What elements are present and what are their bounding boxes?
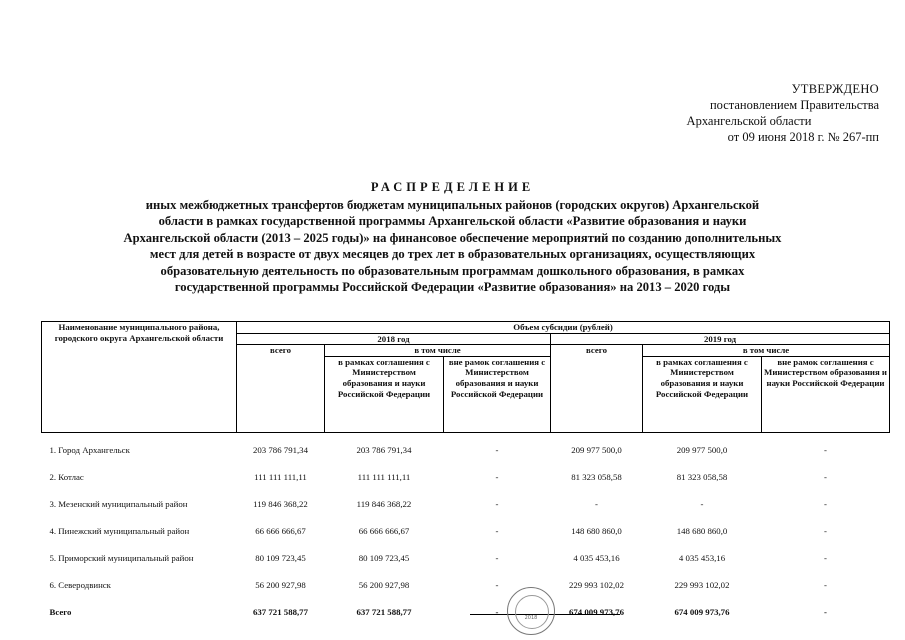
- cell-within-2019: 229 993 102,02: [674, 579, 730, 590]
- row-region: 4. Пинежский муниципальный район: [49, 525, 190, 536]
- row-region: 1. Город Архангельск: [49, 444, 130, 455]
- header-year-2019: 2019 год: [551, 333, 890, 345]
- row-region: 2. Котлас: [49, 471, 84, 482]
- table-row: [42, 468, 890, 495]
- cell-within-2019: 148 680 860,0: [676, 525, 728, 536]
- table-total-row: [42, 603, 890, 627]
- table-row: [42, 441, 890, 468]
- table-row: [42, 495, 890, 522]
- cell-total-2018: 119 846 368,22: [253, 498, 308, 509]
- cell-outside-2018: -: [495, 498, 499, 509]
- total-2018: 637 721 588,77: [253, 606, 308, 617]
- cell-within-2018: 203 786 791,34: [356, 444, 412, 455]
- cell-within-2018: 119 846 368,22: [356, 498, 412, 509]
- total-outside-2019: -: [824, 606, 827, 617]
- subtitle-line: Архангельской области (2013 – 2025 годы)» на финансовое обеспечение мероприятий по созданию дополнительных: [123, 230, 782, 245]
- cell-within-2019: 209 977 500,0: [676, 444, 728, 455]
- total-outside-2018: -: [495, 606, 499, 617]
- document-title: РАСПРЕДЕЛЕНИЕ: [370, 180, 535, 194]
- header-total-2018: всего: [237, 345, 325, 433]
- cell-total-2018: 203 786 791,34: [253, 444, 308, 455]
- subtitle-line: иных межбюджетных трансфертов бюджетам муниципальных районов (городских округов) Архангельской: [145, 198, 760, 212]
- header-outside-2019: вне рамок соглашения с Министерством образования и науки Российской Федерации: [762, 356, 890, 432]
- cell-within-2018: 56 200 927,98: [358, 579, 410, 590]
- official-stamp: [507, 587, 555, 635]
- cell-outside-2018: -: [495, 444, 499, 455]
- cell-outside-2018: -: [495, 471, 499, 482]
- cell-outside-2018: -: [495, 525, 499, 536]
- cell-total-2018: 66 666 666,67: [255, 525, 306, 536]
- cell-total-2019: 81 323 058,58: [571, 471, 622, 482]
- cell-within-2018: 66 666 666,67: [358, 525, 410, 536]
- approval-date: от 09 июня 2018 г. № 267-пп: [727, 130, 879, 144]
- cell-total-2019: 4 035 453,16: [573, 552, 620, 563]
- approval-heading: УТВЕРЖДЕНО: [791, 82, 879, 96]
- subtitle-line: области в рамках государственной программы Архангельской области «Развитие образования и науки: [158, 214, 747, 229]
- total-2019: 674 009 973,76: [569, 606, 624, 617]
- header-including-2019: в том числе: [643, 345, 890, 357]
- row-region: 6. Северодвинск: [49, 579, 111, 590]
- table-row: [42, 522, 890, 549]
- cell-total-2018: 111 111 111,11: [254, 471, 307, 482]
- cell-outside-2019: -: [824, 444, 827, 455]
- header-region: Наименование муниципального района, городского округа Архангельской области: [42, 322, 237, 433]
- header-year-2018: 2018 год: [237, 333, 551, 345]
- cell-total-2019: 229 993 102,02: [569, 579, 624, 590]
- cell-within-2019: 81 323 058,58: [676, 471, 728, 482]
- header-total-2019: всего: [551, 345, 643, 433]
- cell-total-2019: 209 977 500,0: [571, 444, 622, 455]
- cell-total-2019: -: [595, 498, 598, 509]
- total-within-2019: 674 009 973,76: [674, 606, 730, 617]
- cell-outside-2019: -: [824, 498, 827, 509]
- cell-total-2019: 148 680 860,0: [571, 525, 622, 536]
- header-within-2018: в рамках соглашения с Министерством образования и науки Российской Федерации: [325, 356, 444, 432]
- header-outside-2018: вне рамок соглашения с Министерством образования и науки Российской Федерации: [444, 356, 551, 432]
- header-volume: Объем субсидии (рублей): [237, 322, 890, 334]
- cell-outside-2019: -: [824, 525, 827, 536]
- cell-outside-2018: -: [495, 579, 499, 590]
- cell-outside-2019: -: [824, 579, 827, 590]
- cell-outside-2019: -: [824, 552, 827, 563]
- cell-total-2018: 80 109 723,45: [255, 552, 306, 563]
- table-row: [42, 549, 890, 576]
- total-within-2018: 637 721 588,77: [356, 606, 412, 617]
- header-including-2018: в том числе: [325, 345, 551, 357]
- subtitle-line: государственной программы Российской Федерации «Развитие образования» на 2013 – 2020 годы: [174, 280, 731, 295]
- stamp-text: 2018: [524, 615, 538, 621]
- approval-block: [619, 81, 879, 145]
- distribution-table: [41, 321, 890, 627]
- cell-within-2019: -: [700, 498, 704, 509]
- document-subtitle: [30, 197, 875, 295]
- total-label: Всего: [49, 606, 72, 617]
- cell-within-2018: 111 111 111,11: [357, 471, 411, 482]
- cell-within-2019: 4 035 453,16: [678, 552, 726, 563]
- row-region: 3. Мезенский муниципальный район: [49, 498, 188, 509]
- stamp-inner-ring: [515, 595, 549, 629]
- cell-within-2018: 80 109 723,45: [358, 552, 410, 563]
- row-region: 5. Приморский муниципальный район: [49, 552, 194, 563]
- cell-outside-2018: -: [495, 552, 499, 563]
- header-within-2019: в рамках соглашения с Министерством образования и науки Российской Федерации: [643, 356, 762, 432]
- subtitle-line: мест для детей в возрасте от двух месяцев до трех лет в образовательных организациях, осуществляющих: [149, 247, 756, 262]
- cell-outside-2019: -: [824, 471, 827, 482]
- approval-decree: постановлением Правительства: [709, 98, 879, 112]
- approval-region: Архангельской области: [686, 114, 812, 128]
- cell-total-2018: 56 200 927,98: [255, 579, 306, 590]
- table-row: [42, 576, 890, 603]
- subtitle-line: образовательную деятельность по образовательным программам дошкольного образования, в рамках: [160, 263, 745, 278]
